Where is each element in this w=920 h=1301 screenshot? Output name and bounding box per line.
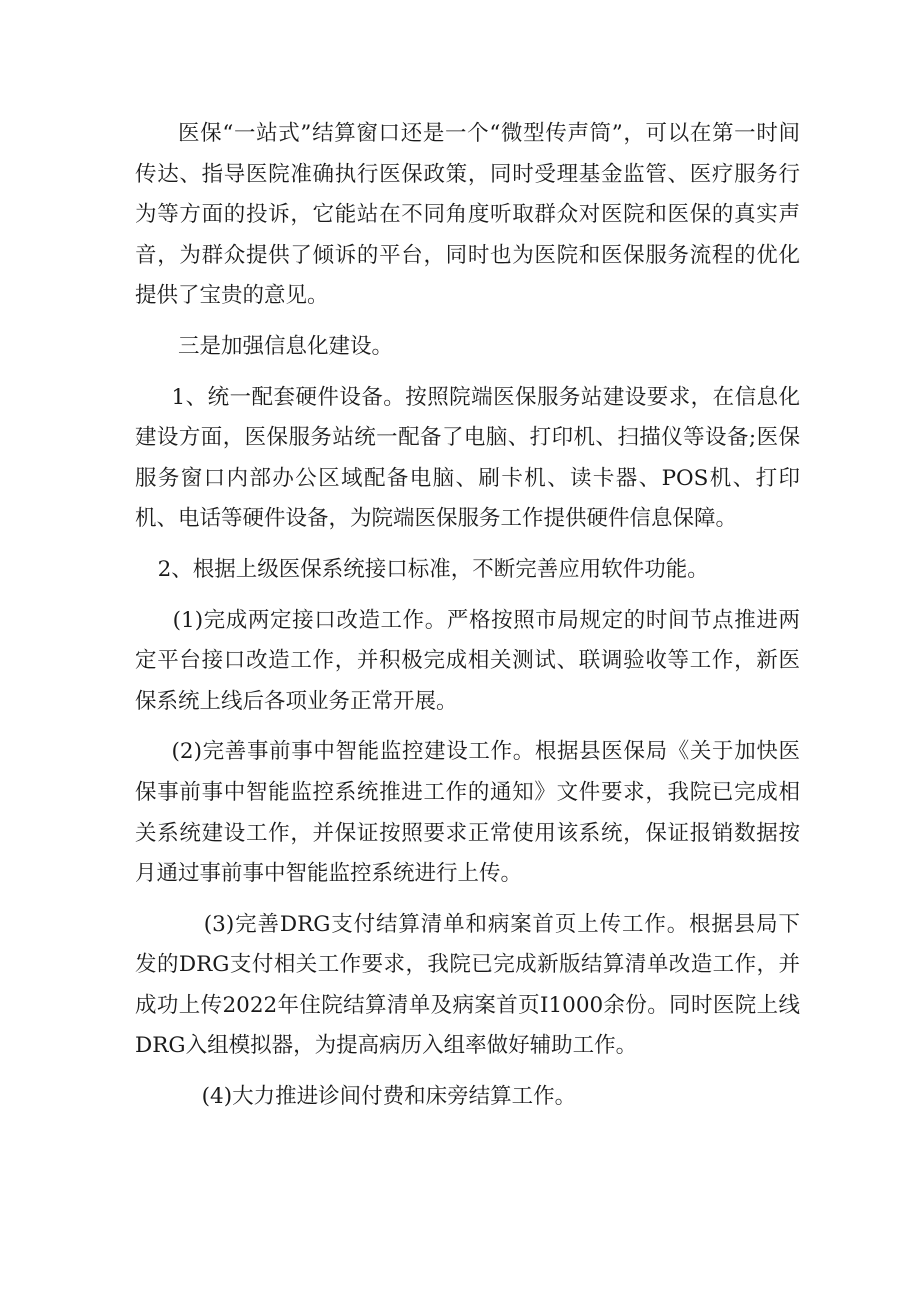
- paragraph-item-4: (4)大力推进诊间付费和床旁结算工作。: [201, 1084, 577, 1110]
- paragraph-item-2: (2)完善事前事中智能监控建设工作。根据县医保局《关于加快医保事前事中智能监控系统推进工作的通知》文件要求，我院已完成相关系统建设工作，并保证按照要求正常使用该系统，保证报销数据按月通过事前事中智能监控系统进行上传。: [135, 739, 800, 887]
- paragraph-window-role: 医保“一站式”结算窗口还是一个“微型传声筒”，可以在第一时间传达、指导医院准确执行医保政策，同时受理基金监管、医疗服务行为等方面的投诉，它能站在不同角度听取群众对医院和医保的真实声音，为群众提供了倾诉的平台，同时也为医院和医保服务流程的优化提供了宝贵的意见。: [135, 121, 800, 309]
- paragraph-software: 2、根据上级医保系统接口标准，不断完善应用软件功能。: [157, 556, 709, 582]
- document-body: [135, 114, 800, 1118]
- paragraph-item-3: (3)完善DRG支付结算清单和病案首页上传工作。根据县局下发的DRG支付相关工作要求，我院已完成新版结算清单改造工作，并成功上传2022年住院结算清单及病案首页I1000余份。同时医院上线DRG入组模拟器，为提高病历入组率做好辅助工作。: [135, 911, 800, 1059]
- paragraph-hardware: 1、统一配套硬件设备。按照院端医保服务站建设要求，在信息化建设方面，医保服务站统一配备了电脑、打印机、扫描仪等设备;医保服务窗口内部办公区域配备电脑、刷卡机、读卡器、POS机、打印机、电话等硬件设备，为院端医保服务工作提供硬件信息保障。: [135, 384, 800, 532]
- paragraph-section-heading: 三是加强信息化建设。: [178, 333, 394, 359]
- paragraph-item-1: (1)完成两定接口改造工作。严格按照市局规定的时间节点推进两定平台接口改造工作，并积极完成相关测试、联调验收等工作，新医保系统上线后各项业务正常开展。: [135, 607, 800, 714]
